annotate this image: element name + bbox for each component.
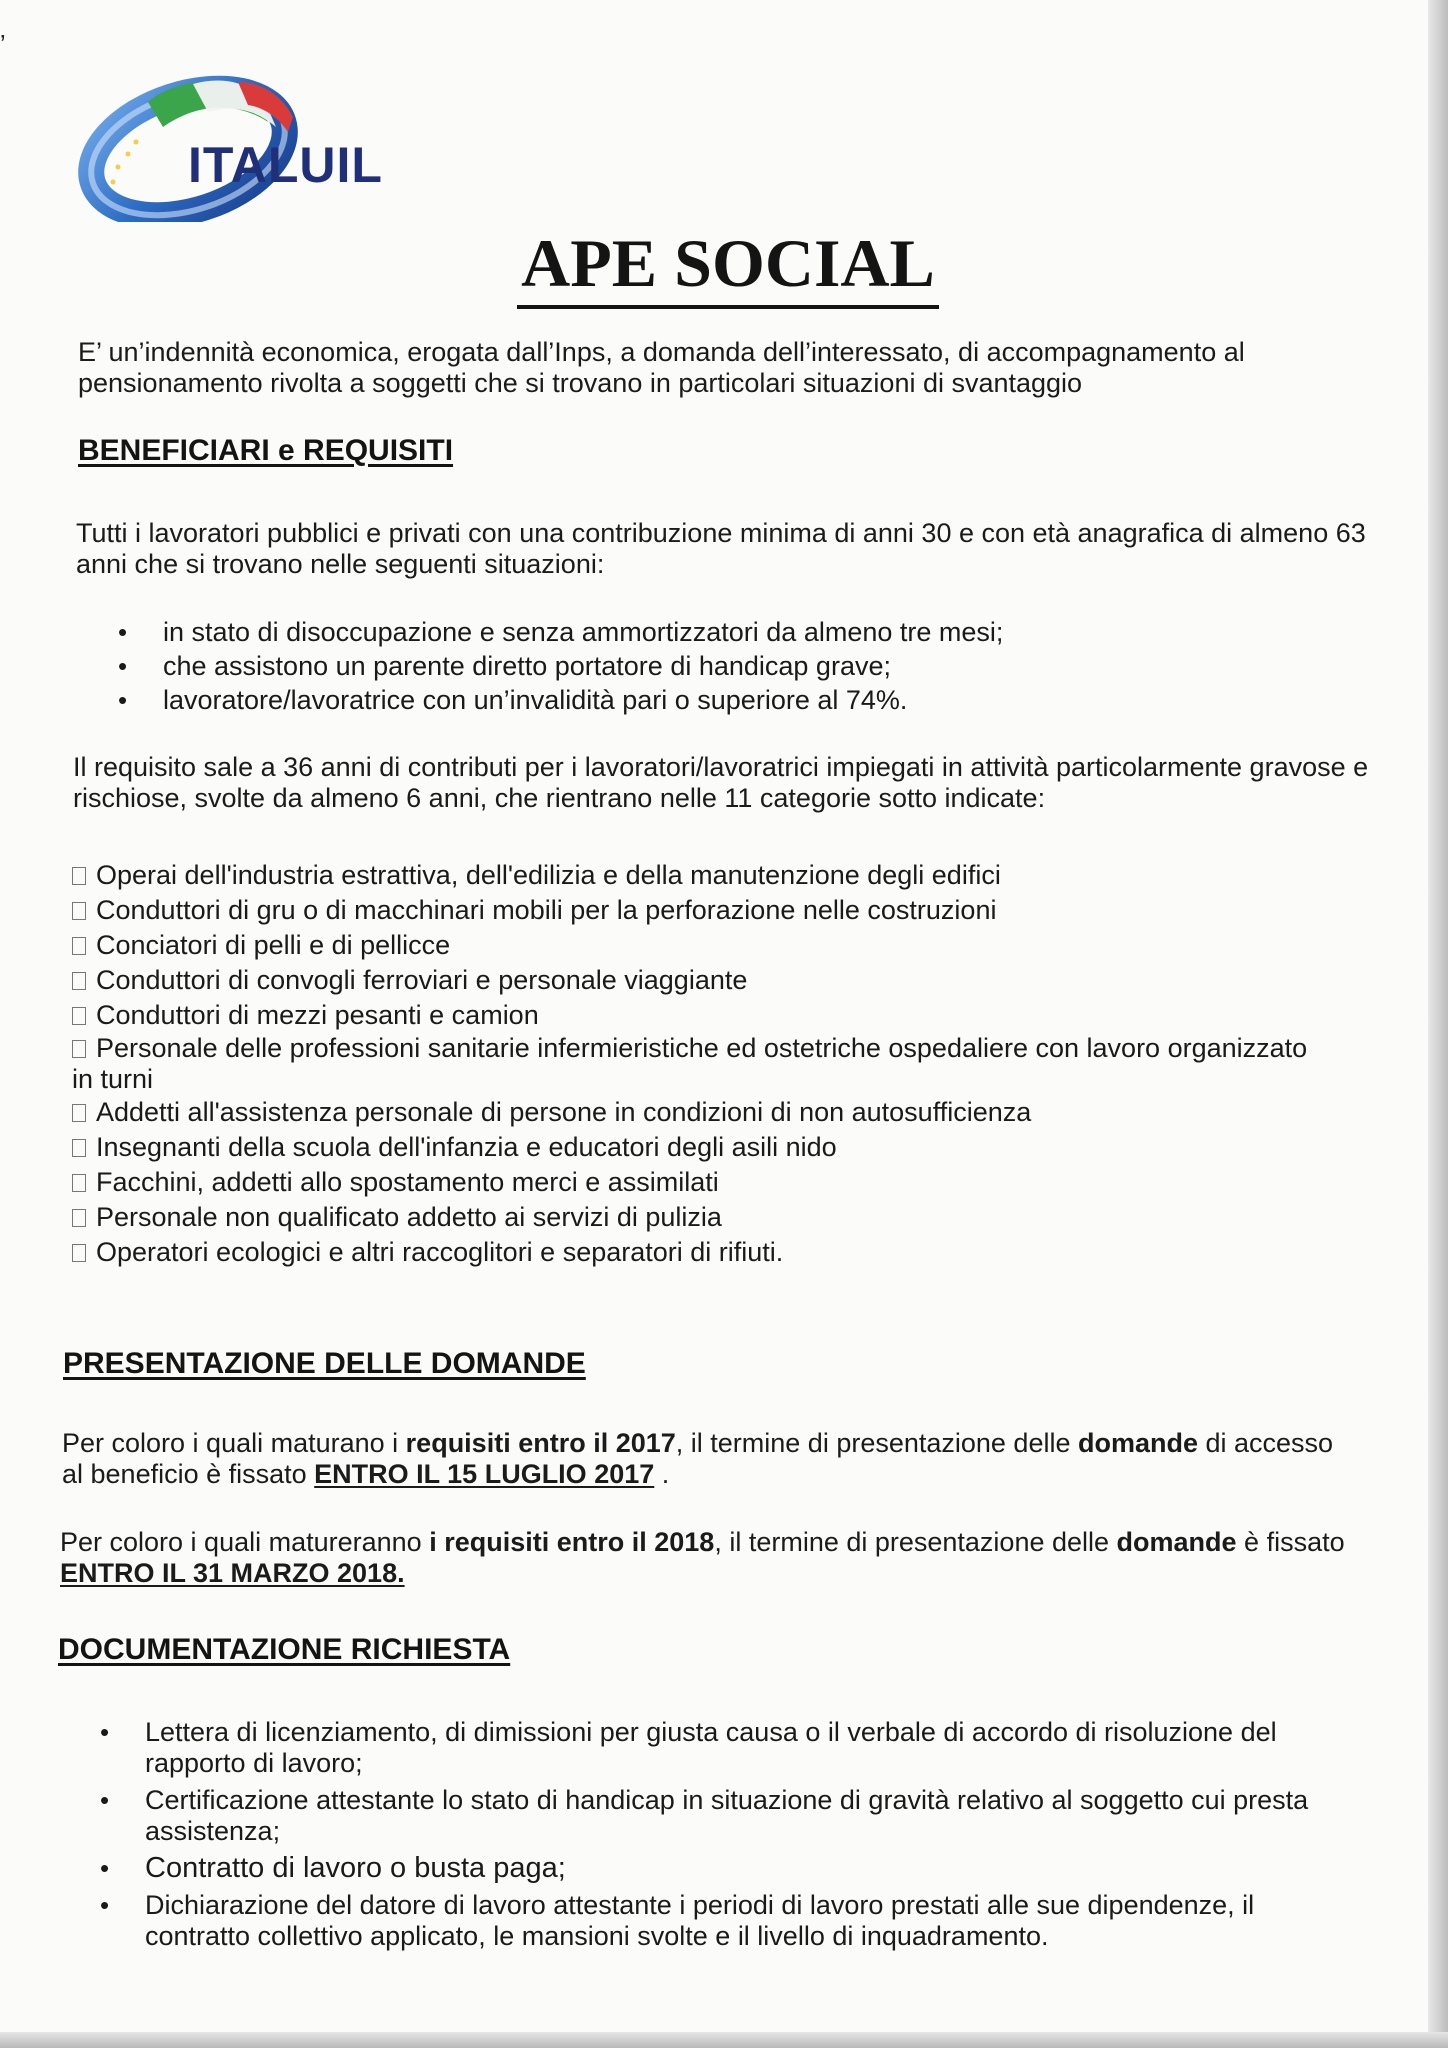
list-item-label: Personale non qualificato addetto ai servizi di pulizia: [96, 1202, 722, 1232]
intro-paragraph: E’ un’indennità economica, erogata dall’Inps, a domanda dell’interessato, di accompagnamento al pensionamento rivolta a soggetti che si trovano in particolari situazioni di svantaggio: [78, 337, 1245, 398]
list-item: • in stato di disoccupazione e senza ammortizzatori da almeno tre mesi;: [118, 615, 1298, 649]
list-item: [72, 1033, 1332, 1095]
list-item-label: Conduttori di convogli ferroviari e personale viaggiante: [96, 965, 748, 995]
list-item: • lavoratore/lavoratrice con un’invalidità pari o superiore al 74%.: [118, 683, 1298, 717]
list-item-label: Conciatori di pelli e di pellicce: [96, 930, 451, 960]
text-run: , il termine di presentazione delle: [714, 1527, 1117, 1557]
documentazione-list: [100, 1717, 1330, 1952]
presentazione-paragraph-2017: [62, 1428, 1352, 1490]
checkbox-square-icon: [72, 1244, 86, 1262]
list-item: • che assistono un parente diretto portatore di handicap grave;: [118, 649, 1298, 683]
list-item-label: Conduttori di gru o di macchinari mobili per la perforazione nelle costruzioni: [96, 895, 997, 925]
list-item: [72, 963, 1332, 998]
section-heading-beneficiari: BENEFICIARI e REQUISITI: [78, 434, 454, 467]
list-item-label: Operatori ecologici e altri raccoglitori e separatori di rifiuti.: [96, 1237, 784, 1267]
list-item: • Dichiarazione del datore di lavoro attestante i periodi di lavoro prestati alle sue dipendenze, il contratto collettivo applicato, le mansioni svolte e il livello di inquadramento.: [100, 1890, 1330, 1952]
checkbox-square-icon: [72, 972, 86, 990]
list-item: [72, 1130, 1332, 1165]
italuil-logo: [78, 72, 383, 222]
text-run-bold: domande: [1116, 1527, 1237, 1557]
logo-text: ITALUIL: [188, 137, 383, 193]
list-item: [72, 998, 1332, 1033]
presentazione-paragraph-2018: [60, 1527, 1360, 1589]
text-run: Per coloro i quali matureranno: [60, 1527, 430, 1557]
text-run: .: [654, 1459, 670, 1489]
text-run-bold: i requisiti entro il 2018: [429, 1527, 715, 1557]
checkbox-square-icon: [72, 1139, 86, 1157]
list-item-label: Operai dell'industria estrattiva, dell'edilizia e della manutenzione degli edifici: [96, 860, 1001, 890]
checkbox-square-icon: [72, 902, 86, 920]
pen-mark: ʼ: [0, 30, 6, 60]
list-item-label: Insegnanti della scuola dell'infanzia e educatori degli asili nido: [96, 1132, 837, 1162]
checkbox-square-icon: [72, 937, 86, 955]
list-item-label: Facchini, addetti allo spostamento merci e assimilati: [96, 1167, 719, 1197]
text-run: , il termine di presentazione delle: [675, 1428, 1078, 1458]
checkbox-square-icon: [72, 867, 86, 885]
deadline-2018: ENTRO IL 31 MARZO 2018.: [60, 1558, 405, 1588]
categorie-list: [72, 858, 1332, 1270]
list-item: [72, 1095, 1332, 1130]
list-item-label: Addetti all'assistenza personale di persone in condizioni di non autosufficienza: [96, 1097, 1032, 1127]
checkbox-square-icon: [72, 1174, 86, 1192]
list-item: • Lettera di licenziamento, di dimissioni per giusta causa o il verbale di accordo di risoluzione del rapporto di lavoro;: [100, 1717, 1330, 1779]
beneficiari-paragraph: Tutti i lavoratori pubblici e privati con una contribuzione minima di anni 30 e con età anagrafica di almeno 63 anni che si trovano nelle seguenti situazioni:: [76, 518, 1366, 579]
checkbox-square-icon: [72, 1104, 86, 1122]
title-block: [0, 224, 1448, 309]
requisito-paragraph: Il requisito sale a 36 anni di contributi per i lavoratori/lavoratrici impiegati in attività particolarmente gravose e rischiose, svolte da almeno 6 anni, che rientrano nelle 11 categorie sotto indicate:: [73, 752, 1369, 813]
list-item-label: Personale delle professioni sanitarie infermieristiche ed ostetriche ospedaliere con lavoro organizzato in turni: [72, 1033, 1308, 1094]
situazioni-list: [118, 615, 1298, 717]
text-run-bold: domande: [1077, 1428, 1198, 1458]
checkbox-square-icon: [72, 1040, 86, 1058]
list-item: [72, 893, 1332, 928]
page-title: APE SOCIAL: [517, 224, 939, 309]
list-item: [72, 928, 1332, 963]
text-run: Per coloro i quali maturano i: [62, 1428, 406, 1458]
list-item-label: Conduttori di mezzi pesanti e camion: [96, 1000, 539, 1030]
checkbox-square-icon: [72, 1007, 86, 1025]
text-run-bold: requisiti entro il 2017: [405, 1428, 676, 1458]
list-item: [72, 1165, 1332, 1200]
list-item: [72, 1200, 1332, 1235]
section-heading-presentazione: PRESENTAZIONE DELLE DOMANDE: [63, 1347, 586, 1380]
list-item: • Certificazione attestante lo stato di handicap in situazione di gravità relativo al soggetto cui presta assistenza;: [100, 1785, 1330, 1847]
list-item: [72, 1235, 1332, 1270]
list-item: • Contratto di lavoro o busta paga;: [100, 1853, 1330, 1884]
deadline-2017: ENTRO IL 15 LUGLIO 2017: [314, 1459, 655, 1489]
scan-edge-bottom: [0, 2032, 1448, 2048]
list-item: [72, 858, 1332, 893]
section-heading-documentazione: DOCUMENTAZIONE RICHIESTA: [58, 1633, 511, 1666]
text-run: è fissato: [1236, 1527, 1345, 1557]
checkbox-square-icon: [72, 1209, 86, 1227]
text-run: di accesso al beneficio è fissato: [62, 1428, 1334, 1489]
